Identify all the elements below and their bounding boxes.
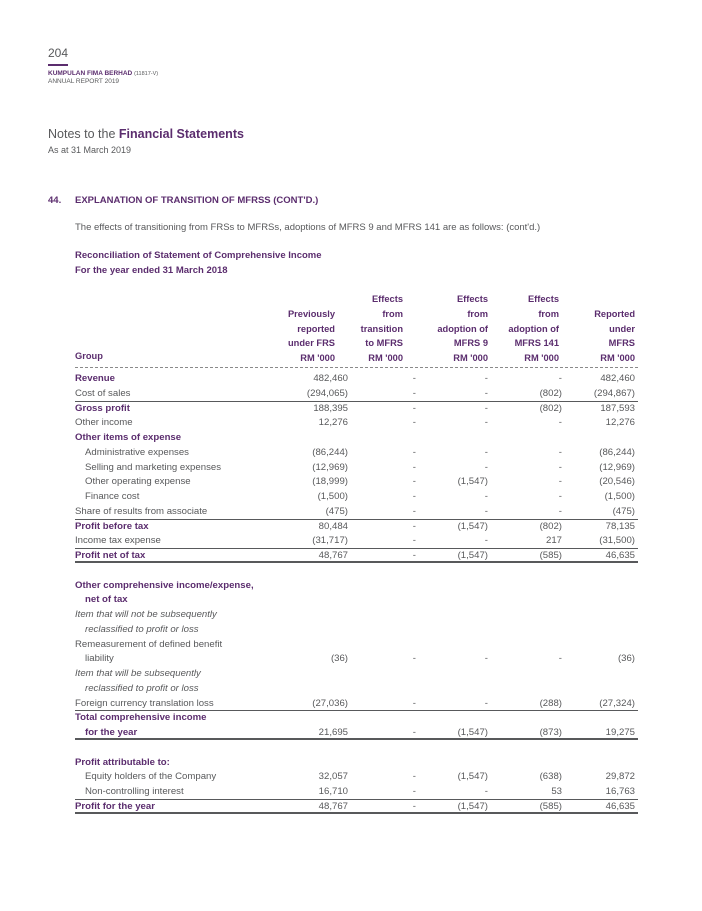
column-header-previously-reported <box>288 292 335 366</box>
table-row <box>75 387 638 402</box>
row-value-col-2: - <box>412 653 416 665</box>
row-value-col-3: - <box>484 535 488 547</box>
row-value-col-1: (31,717) <box>312 535 348 547</box>
row-value-col-1: 12,276 <box>318 417 348 429</box>
table-row <box>75 505 638 520</box>
row-value-col-5: 16,763 <box>605 786 635 797</box>
column-header-line: from <box>467 308 488 319</box>
company-name: KUMPULAN FIMA BERHAD <box>48 70 133 77</box>
reconciliation-title <box>75 249 322 278</box>
section-number: 44. <box>48 195 62 206</box>
row-label: Gross profit <box>75 402 130 414</box>
row-value-col-5: (294,867) <box>593 387 635 399</box>
row-value-col-5: 78,135 <box>605 520 635 532</box>
column-header-line: from <box>538 308 559 319</box>
row-value-col-3: - <box>484 373 488 384</box>
row-label: Cost of sales <box>75 387 131 399</box>
row-label: net of tax <box>85 594 128 606</box>
column-header-line: under FRS <box>287 338 335 349</box>
row-value-col-3: - <box>484 402 488 414</box>
row-value-col-5: 19,275 <box>605 727 635 738</box>
column-header-line: reported <box>297 323 335 334</box>
row-value-col-1: 21,695 <box>318 727 348 738</box>
row-label: for the year <box>85 727 138 738</box>
column-header-line <box>288 292 335 307</box>
row-value-col-1: (294,065) <box>306 387 348 399</box>
row-value-col-2: - <box>412 800 416 812</box>
row-value-col-2: - <box>412 402 416 414</box>
row-value-col-3: - <box>484 653 488 665</box>
row-label: Selling and marketing expenses <box>85 461 221 473</box>
table-row <box>75 608 638 623</box>
column-header-line: RM '000 <box>368 353 403 364</box>
row-value-col-5: (12,969) <box>599 461 635 473</box>
row-value-col-4: - <box>558 491 562 502</box>
row-label: Equity holders of the Company <box>85 771 217 783</box>
row-value-col-5: (36) <box>617 653 635 665</box>
row-label: Profit for the year <box>75 800 155 812</box>
row-value-col-4: (873) <box>539 727 562 738</box>
row-value-col-2: - <box>412 535 416 547</box>
row-value-col-1: (86,244) <box>312 446 348 458</box>
row-value-col-1: (27,036) <box>312 697 348 709</box>
row-value-col-5: 482,460 <box>600 373 635 384</box>
row-label: Revenue <box>75 373 115 384</box>
row-value-col-2: - <box>412 373 416 384</box>
row-value-col-4: - <box>558 653 562 665</box>
row-value-col-4: (638) <box>539 771 562 783</box>
row-value-col-1: (475) <box>325 505 348 517</box>
table-row <box>75 372 638 387</box>
column-header-line: from <box>382 308 403 319</box>
row-value-col-3: (1,547) <box>457 800 488 812</box>
row-value-col-2: - <box>412 491 416 502</box>
table-row <box>75 682 638 697</box>
row-value-col-2: - <box>412 771 416 783</box>
row-value-col-5: (1,500) <box>604 491 635 502</box>
row-value-col-4: (288) <box>539 697 562 709</box>
column-header-line: MFRS <box>608 338 635 349</box>
row-value-col-4: (802) <box>539 387 562 399</box>
column-header-line: Effects <box>527 294 559 304</box>
table-row <box>75 667 638 682</box>
column-header-line: Effects <box>456 294 488 304</box>
row-value-col-5: (20,546) <box>599 476 635 488</box>
table-row <box>75 711 638 726</box>
row-label: Remeasurement of defined benefit <box>75 638 223 650</box>
table-row <box>75 416 638 431</box>
header-dashed-rule <box>75 367 638 368</box>
row-label: Other income <box>75 417 133 429</box>
column-header-line: Reported <box>594 308 635 319</box>
row-value-col-4: - <box>558 461 562 473</box>
column-header-line: Effects <box>371 294 403 304</box>
page-number: 204 <box>48 46 69 60</box>
table-row <box>75 564 638 579</box>
row-label: Profit attributable to: <box>75 756 170 768</box>
column-header-line: RM '000 <box>600 353 635 364</box>
row-value-col-1: 32,057 <box>318 771 348 783</box>
row-value-col-4: (585) <box>539 800 562 812</box>
row-value-col-1: 80,484 <box>318 520 348 532</box>
row-value-col-4: - <box>558 505 562 517</box>
row-value-col-3: (1,547) <box>457 520 488 532</box>
row-value-col-5: (27,324) <box>599 697 635 709</box>
row-value-col-3: - <box>484 505 488 517</box>
row-value-col-2: - <box>412 786 416 797</box>
notes-title <box>48 127 244 141</box>
row-value-col-4: - <box>558 373 562 384</box>
notes-title-prefix: Notes to the <box>48 127 116 141</box>
column-header-line <box>594 292 635 307</box>
section-title: EXPLANATION OF TRANSITION OF MFRSS (CONT'D.) <box>75 195 319 206</box>
report-header <box>48 70 158 86</box>
table-row <box>75 446 638 461</box>
row-value-col-3: (1,547) <box>457 771 488 783</box>
row-value-col-1: 48,767 <box>318 550 348 561</box>
row-value-col-4: 217 <box>545 535 562 547</box>
column-header-group: Group <box>75 351 103 361</box>
column-header-transition-to-mfrs <box>361 292 403 366</box>
table-row <box>75 490 638 505</box>
table-row <box>75 697 638 712</box>
row-label: Other items of expense <box>75 432 182 443</box>
column-header-line: adoption of <box>508 323 559 334</box>
row-value-col-1: 482,460 <box>313 373 348 384</box>
table-row <box>75 638 638 653</box>
column-header-reported-under-mfrs <box>594 292 635 366</box>
row-value-col-1: 188,395 <box>313 402 348 414</box>
table-row <box>75 623 638 638</box>
table-row <box>75 534 638 549</box>
row-value-col-4: - <box>558 476 562 488</box>
row-value-col-2: - <box>412 520 416 532</box>
table-row <box>75 652 638 667</box>
table-row <box>75 770 638 785</box>
row-value-col-3: - <box>484 446 488 458</box>
row-value-col-1: (18,999) <box>312 476 348 488</box>
row-value-col-3: - <box>484 387 488 399</box>
row-label: Profit net of tax <box>75 550 146 561</box>
reconciliation-title-line-2: For the year ended 31 March 2018 <box>75 264 228 276</box>
notes-title-bold: Financial Statements <box>118 127 244 141</box>
company-registration: (11817-V) <box>134 71 159 77</box>
row-value-col-1: (36) <box>330 653 348 665</box>
table-row <box>75 549 638 563</box>
row-label: Item that will be subsequently <box>75 668 201 679</box>
row-label: Total comprehensive income <box>75 712 207 724</box>
row-label: Share of results from associate <box>75 505 208 517</box>
reconciliation-title-line-1: Reconciliation of Statement of Comprehensive Income <box>75 250 322 261</box>
row-label: Income tax expense <box>75 535 161 547</box>
row-value-col-5: 29,872 <box>605 771 635 783</box>
table-row <box>75 785 638 800</box>
row-label: Non-controlling interest <box>85 786 184 797</box>
row-label: Foreign currency translation loss <box>75 697 214 709</box>
row-value-col-2: - <box>412 476 416 488</box>
column-header-line: MFRS 141 <box>514 338 559 349</box>
table-row <box>75 402 638 417</box>
column-header-adoption-mfrs-9 <box>437 292 488 366</box>
row-value-col-4: - <box>558 446 562 458</box>
row-value-col-2: - <box>412 505 416 517</box>
row-value-col-4: - <box>558 417 562 429</box>
row-value-col-3: - <box>484 697 488 709</box>
section-intro: The effects of transitioning from FRSs to MFRSs, adoptions of MFRS 9 and MFRS 141 are as follows: (cont'd.) <box>75 222 541 233</box>
row-value-col-2: - <box>412 417 416 429</box>
row-value-col-2: - <box>412 387 416 399</box>
row-value-col-3: - <box>484 491 488 502</box>
table-row <box>75 726 638 740</box>
row-value-col-3: (1,547) <box>457 550 488 561</box>
row-label: Other operating expense <box>85 476 191 488</box>
table-row <box>75 461 638 476</box>
row-value-col-5: 46,635 <box>605 550 635 561</box>
row-value-col-5: (86,244) <box>599 446 635 458</box>
row-value-col-2: - <box>412 727 416 738</box>
row-value-col-4: (802) <box>539 402 562 414</box>
table-row <box>75 593 638 608</box>
report-name: ANNUAL REPORT 2019 <box>48 78 120 85</box>
column-header-adoption-mfrs-141 <box>508 292 559 366</box>
column-header-line: transition <box>360 323 403 334</box>
row-value-col-1: 16,710 <box>318 786 348 797</box>
row-value-col-5: 46,635 <box>605 800 635 812</box>
row-value-col-1: (1,500) <box>317 491 348 502</box>
row-value-col-1: 48,767 <box>318 800 348 812</box>
row-value-col-4: (802) <box>539 520 562 532</box>
row-value-col-3: - <box>484 417 488 429</box>
column-header-line: RM '000 <box>300 353 335 364</box>
row-value-col-2: - <box>412 461 416 473</box>
row-value-col-4: (585) <box>539 550 562 561</box>
row-value-col-3: - <box>484 786 488 797</box>
row-label: Other comprehensive income/expense, <box>75 579 254 591</box>
row-value-col-3: (1,547) <box>457 727 488 738</box>
table-row <box>75 579 638 594</box>
notes-subtitle: As at 31 March 2019 <box>48 145 132 155</box>
table-row <box>75 741 638 756</box>
row-value-col-3: - <box>484 461 488 473</box>
column-header-line: under <box>609 323 635 334</box>
row-label: Item that will not be subsequently <box>75 609 217 620</box>
row-value-col-3: (1,547) <box>457 476 488 488</box>
row-label: Finance cost <box>85 491 140 502</box>
row-value-col-5: 187,593 <box>600 402 635 414</box>
table-row <box>75 475 638 490</box>
row-label: liability <box>85 653 114 665</box>
row-value-col-2: - <box>412 697 416 709</box>
row-label: Administrative expenses <box>85 446 189 458</box>
table-row <box>75 800 638 814</box>
row-value-col-2: - <box>412 446 416 458</box>
page-number-rule <box>48 64 68 66</box>
table-row <box>75 431 638 446</box>
row-label: reclassified to profit or loss <box>85 682 199 694</box>
row-value-col-5: (31,500) <box>599 535 635 547</box>
row-value-col-1: (12,969) <box>312 461 348 473</box>
row-value-col-2: - <box>412 550 416 561</box>
column-header-line: adoption of <box>437 323 488 334</box>
column-header-line: RM '000 <box>524 353 559 364</box>
row-value-col-5: 12,276 <box>605 417 635 429</box>
row-label: Profit before tax <box>75 520 149 532</box>
column-header-line: Previously <box>287 308 335 319</box>
table-row <box>75 520 638 535</box>
column-header-line: to MFRS <box>365 338 403 349</box>
table-row <box>75 756 638 771</box>
row-value-col-5: (475) <box>612 505 635 517</box>
row-label: reclassified to profit or loss <box>85 623 199 635</box>
column-header-line: MFRS 9 <box>453 338 488 349</box>
row-value-col-4: 53 <box>551 786 562 797</box>
column-header-line: RM '000 <box>453 353 488 364</box>
